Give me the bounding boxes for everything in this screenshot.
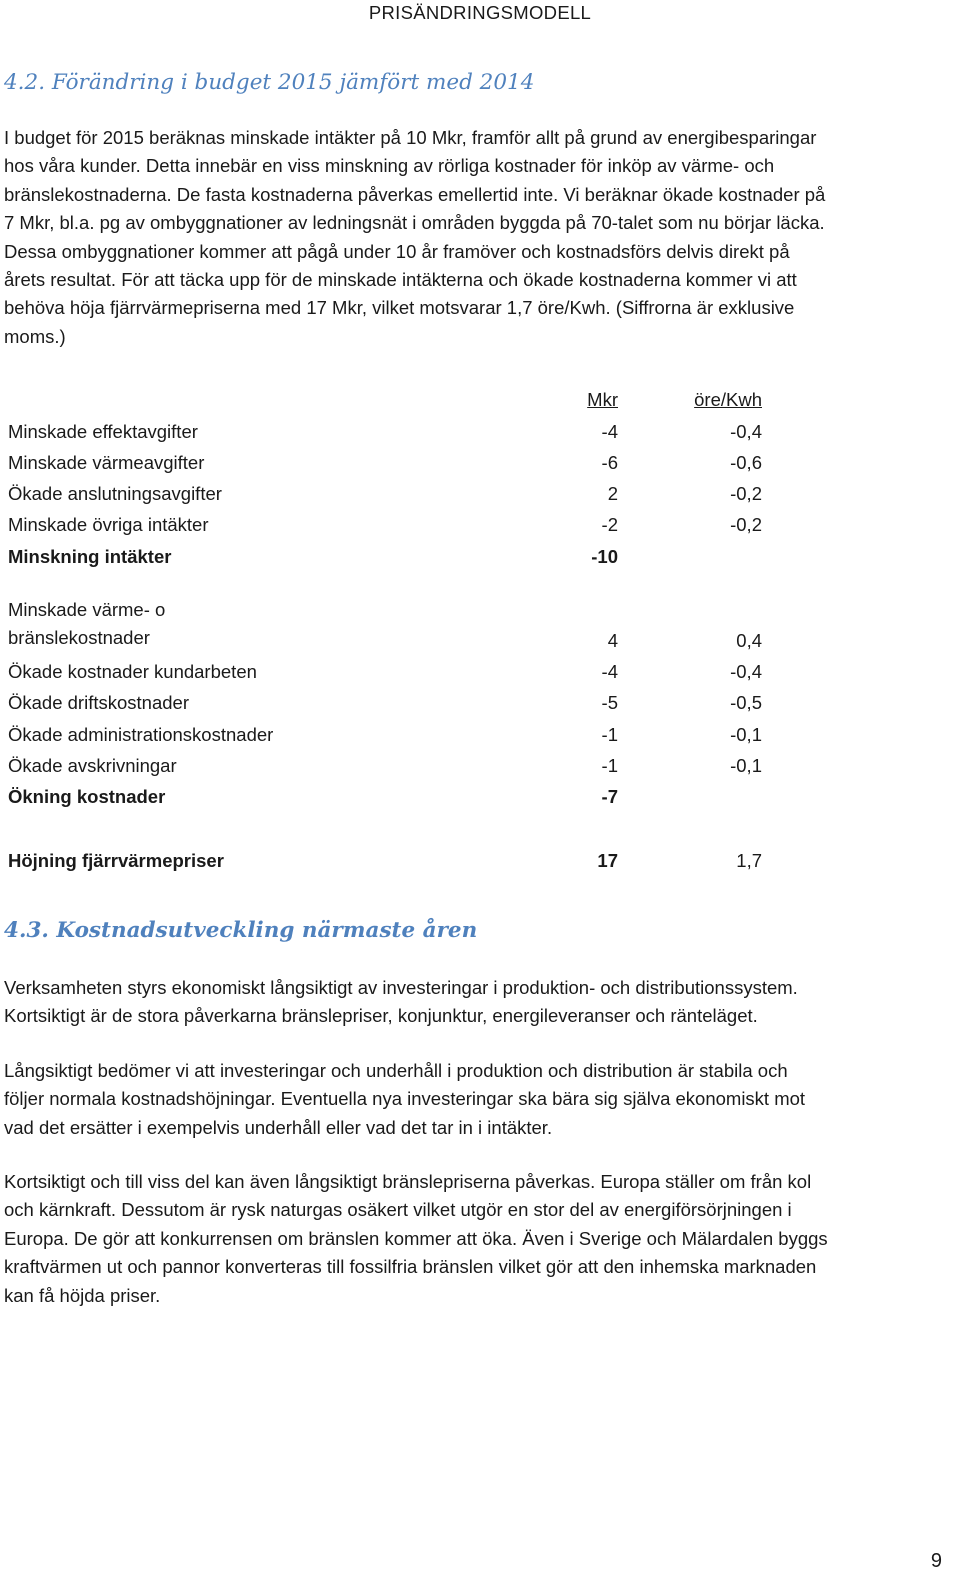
table-row [8, 596, 762, 652]
row-mkr: -2 [601, 514, 618, 536]
paragraph-line: Kortsiktigt och till viss del kan även långsiktigt bränslepriserna påverkas. Europa ställer om från kol [4, 1171, 812, 1192]
paragraph-line: följer normala kostnadshöjningar. Eventuella nya investeringar ska bära sig själva ekonomiskt mot [4, 1088, 806, 1110]
section-4-3-heading: 4.3. Kostnadsutveckling närmaste åren [4, 918, 478, 943]
row-ore: -0,4 [730, 420, 762, 442]
paragraph-line: bränslekostnaderna. De fasta kostnaderna påverkas emellertid inte. Vi beräknar ökade kostnader på [4, 183, 826, 205]
row-mkr: -4 [601, 661, 618, 683]
paragraph-line: Europa. De gör att konkurrensen om bränslen kommer att öka. Även i Sverige och Mälardalen byggs [4, 1227, 828, 1249]
section-4-2-paragraph [4, 124, 948, 351]
row-mkr: 4 [607, 629, 618, 651]
income-total-row [8, 536, 762, 567]
paragraph-line: vad det ersätter i exempelvis underhåll eller vad det tar in i intäkter. [4, 1116, 553, 1138]
row-label: Ökade avskrivningar [8, 754, 177, 776]
table-row [8, 443, 762, 474]
table-row [8, 746, 762, 777]
row-ore: -0,2 [730, 483, 762, 505]
row-ore [618, 536, 762, 567]
row-label: Ökade administrationskostnader [8, 723, 274, 745]
row-label: Ökade anslutningsavgifter [8, 483, 222, 505]
row-mkr: -4 [601, 420, 618, 442]
row-label: Ökade kostnader kundarbeten [8, 661, 257, 683]
row-label: Ökning kostnader [8, 786, 166, 808]
table-row [8, 714, 762, 745]
page-number: 9 [930, 1550, 942, 1572]
paragraph-line: kraftvärmen ut och pannor konverteras till fossilfria bränslen vilket gör att den inhemska marknaden [4, 1256, 817, 1278]
row-ore: -0,2 [730, 514, 762, 536]
section-4-2-heading: 4.2. Förändring i budget 2015 jämfört med 2014 [4, 70, 535, 95]
paragraph-line: 7 Mkr, bl.a. pg av ombyggnationer av ledningsnät i områden byggda på 70-talet som nu börjar läcka. [4, 212, 825, 234]
row-mkr: -1 [601, 723, 618, 745]
paragraph-line: Kortsiktigt är de stora påverkarna bränslepriser, konjunktur, energileveranser och ränteläget. [4, 1005, 758, 1027]
row-ore: -0,6 [730, 451, 762, 473]
page-header: PRISÄNDRINGSMODELL [368, 2, 592, 23]
column-header-mkr: Mkr [587, 389, 618, 411]
budget-table [8, 380, 762, 872]
row-label: Minskade värmeavgifter [8, 451, 205, 473]
section-4-3-paragraph [4, 1057, 948, 1142]
row-ore: -0,4 [730, 661, 762, 683]
row-mkr: 2 [607, 483, 618, 505]
row-label [8, 596, 528, 652]
row-ore: -0,1 [730, 723, 762, 745]
row-label: Ökade driftskostnader [8, 692, 189, 714]
table-row [8, 683, 762, 714]
table-header-row [8, 380, 762, 411]
table-row [8, 652, 762, 683]
row-ore: -0,5 [730, 692, 762, 714]
row-mkr: -7 [601, 786, 618, 808]
row-ore: 1,7 [736, 849, 762, 871]
row-ore [618, 777, 762, 808]
paragraph-line: behöva höja fjärrvärmepriserna med 17 Mkr, vilket motsvarar 1,7 öre/Kwh. (Siffrorna är exklusive [4, 297, 795, 319]
row-label: Minskade övriga intäkter [8, 514, 209, 536]
paragraph-line: och kärnkraft. Dessutom är rysk naturgas osäkert vilket utgör en stor del av energiförsörjningen i [4, 1199, 792, 1221]
cost-total-row [8, 777, 762, 808]
paragraph-line: moms.) [4, 325, 66, 347]
row-label-line: Minskade värme- o [8, 598, 166, 620]
row-label: Minskade effektavgifter [8, 420, 198, 442]
table-row [8, 474, 762, 505]
result-row [8, 840, 762, 871]
row-label: Höjning fjärrvärmepriser [8, 849, 224, 871]
row-mkr: -10 [591, 545, 618, 567]
paragraph-line: kan få höjda priser. [4, 1284, 161, 1306]
row-label: Minskning intäkter [8, 545, 172, 567]
paragraph-line: Verksamheten styrs ekonomiskt långsiktigt av investeringar i produktion- och distributionssystem. [4, 977, 798, 998]
paragraph-line: I budget för 2015 beräknas minskade intäkter på 10 Mkr, framför allt på grund av energibesparingar [4, 127, 817, 148]
paragraph-line: Dessa ombyggnationer kommer att pågå under 10 år framöver och kostnadsförs delvis direkt på [4, 240, 790, 262]
column-header-ore: öre/Kwh [694, 389, 762, 411]
row-mkr: -6 [601, 451, 618, 473]
paragraph-line: hos våra kunder. Detta innebär en viss minskning av rörliga kostnader för inköp av värme- och [4, 155, 775, 177]
paragraph-line: Långsiktigt bedömer vi att investeringar och underhåll i produktion och distribution är stabila och [4, 1060, 788, 1081]
row-label-line: bränslekostnader [8, 626, 150, 648]
paragraph-line: årets resultat. För att täcka upp för de minskade intäkterna och ökade kostnaderna kommer vi att [4, 269, 797, 291]
table-row [8, 411, 762, 442]
section-4-3-paragraph [4, 1168, 948, 1310]
row-ore: 0,4 [736, 629, 762, 651]
section-4-3-paragraph [4, 974, 948, 1031]
row-mkr: 17 [597, 849, 618, 871]
row-ore: -0,1 [730, 754, 762, 776]
table-row [8, 505, 762, 536]
row-mkr: -1 [601, 754, 618, 776]
row-mkr: -5 [601, 692, 618, 714]
